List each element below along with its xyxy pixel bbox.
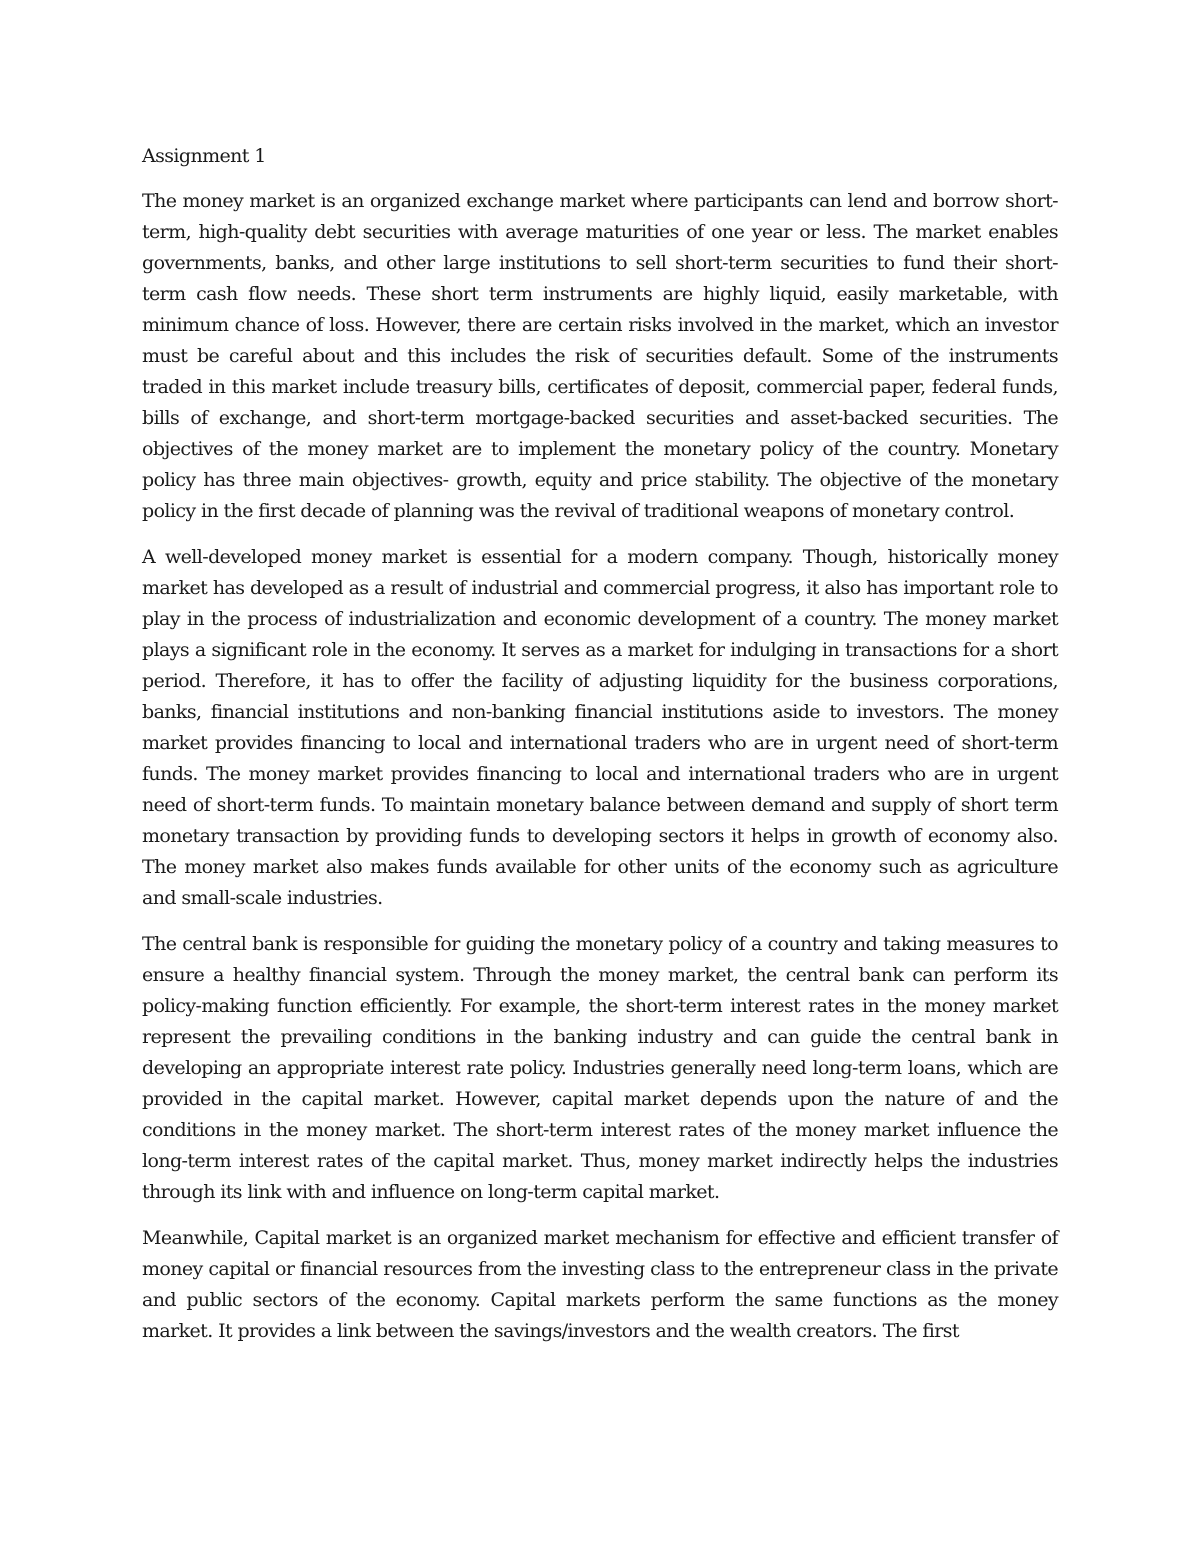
- document-body: [142, 141, 1058, 1362]
- paragraph-central-bank: The central bank is responsible for guiding the monetary policy of a country and taking measures to ensure a healthy financial system. Through the money market, the central bank can perform its policy-making function efficiently. For example, the short-term interest rates in the money market represent the prevailing conditions in the banking industry and can guide the central bank in developing an appropriate interest rate policy. Industries generally need long-term loans, which are provided in the capital market. However, capital market depends upon the nature of and the conditions in the money market. The short-term interest rates of the money market influence the long-term interest rates of the capital market. Thus, money market indirectly helps the industries through its link with and influence on long-term capital market.: [142, 933, 1058, 1203]
- paragraph-capital-market: Meanwhile, Capital market is an organized market mechanism for effective and efficient transfer of money capital or financial resources from the investing class to the entrepreneur class in the private and public sectors of the economy. Capital markets perform the same functions as the money market. It provides a link between the savings/investors and the wealth creators. The first: [142, 1227, 1058, 1342]
- document-title: Assignment 1: [142, 145, 266, 167]
- paragraph-money-market: The money market is an organized exchange market where participants can lend and borrow short-term, high-quality debt securities with average maturities of one year or less. The market enables governments, banks, and other large institutions to sell short-term securities to fund their short-term cash flow needs. These short term instruments are highly liquid, easily marketable, with minimum chance of loss. However, there are certain risks involved in the market, which an investor must be careful about and this includes the risk of securities default. Some of the instruments traded in this market include treasury bills, certificates of deposit, commercial paper, federal funds, bills of exchange, and short-term mortgage-backed securities and asset-backed securities. The objectives of the money market are to implement the monetary policy of the country. Monetary policy has three main objectives- growth, equity and price stability. The objective of the monetary policy in the first decade of planning was the revival of traditional weapons of monetary control.: [142, 190, 1058, 522]
- paragraph-developed-money-market: A well-developed money market is essential for a modern company. Though, historically money market has developed as a result of industrial and commercial progress, it also has important role to play in the process of industrialization and economic development of a country. The money market plays a significant role in the economy. It serves as a market for indulging in transactions for a short period. Therefore, it has to offer the facility of adjusting liquidity for the business corporations, banks, financial institutions and non-banking financial institutions aside to investors. The money market provides financing to local and international traders who are in urgent need of short-term funds. The money market provides financing to local and international traders who are in urgent need of short-term funds. To maintain monetary balance between demand and supply of short term monetary transaction by providing funds to developing sectors it helps in growth of economy also. The money market also makes funds available for other units of the economy such as agriculture and small-scale industries.: [142, 546, 1058, 909]
